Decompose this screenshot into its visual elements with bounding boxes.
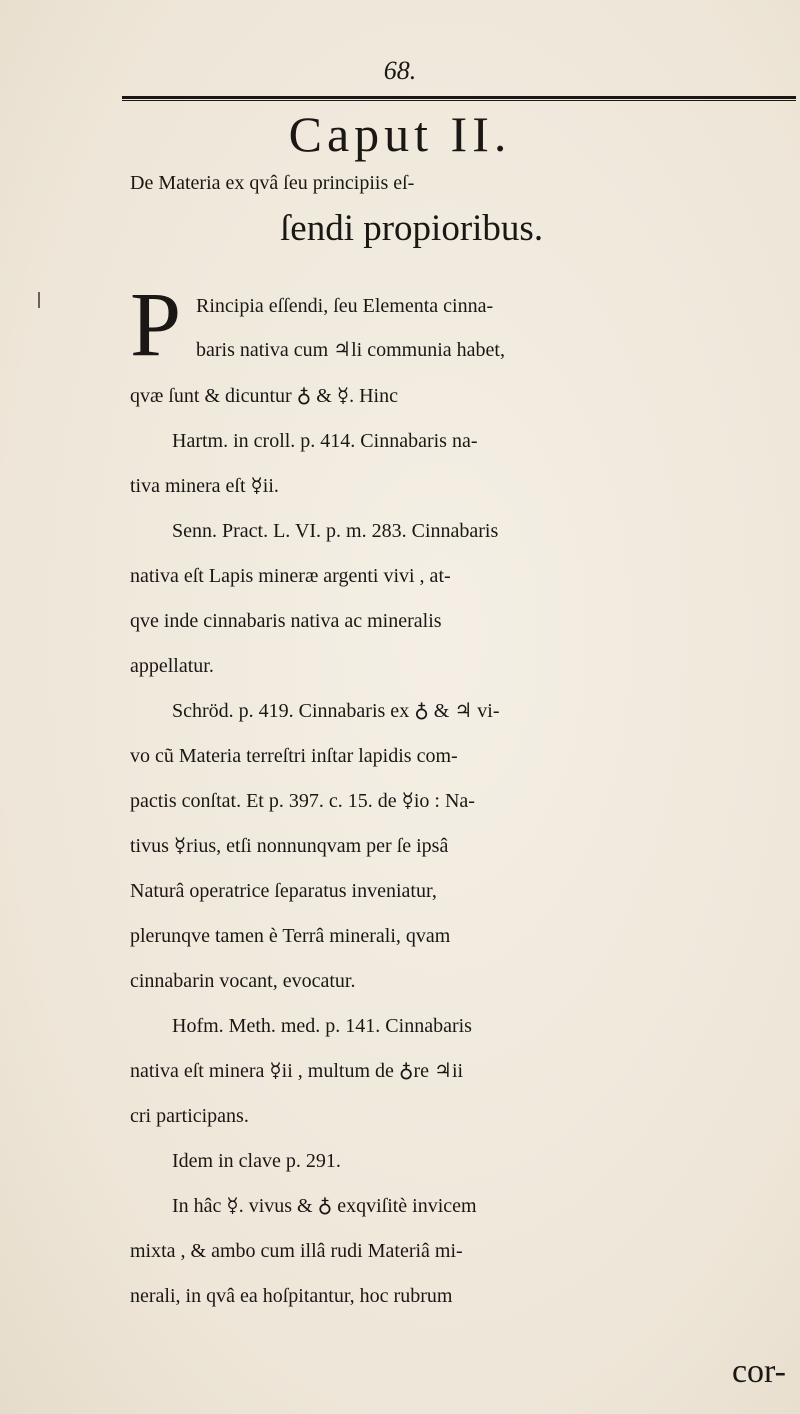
text-line: Naturâ operatrice ſeparatus inveniatur,: [130, 880, 437, 902]
text-line: tivus ☿rius, etſi nonnunqvam per ſe ipsâ: [130, 835, 449, 857]
text-line: vo cũ Materia terreſtri inſtar lapidis com-: [130, 745, 458, 767]
text-line: plerunqve tamen è Terrâ minerali, qvam: [130, 925, 451, 947]
drop-cap: P: [130, 273, 182, 375]
catchword: cor-: [731, 1353, 786, 1390]
text-line: Senn. Pract. L. VI. p. m. 283. Cinnabaris: [172, 520, 499, 542]
chapter-title: Caput II.: [288, 106, 512, 162]
text-line: Hartm. in croll. p. 414. Cinnabaris na-: [172, 430, 478, 452]
text-line: baris nativa cum ♃li communia habet,: [196, 339, 505, 361]
text-line: nerali, in qvâ ea hoſpitantur, hoc rubrum: [130, 1285, 453, 1307]
text-line: nativa eſt Lapis mineræ argenti vivi , at-: [130, 565, 451, 587]
ink-mark: [38, 292, 40, 308]
chapter-heading-line-2: ſendi propioribus.: [280, 208, 544, 249]
text-line: Rincipia eſſendi, ſeu Elementa cinna-: [196, 295, 494, 317]
text-line: qvæ ſunt & dicuntur ♁ & ☿. Hinc: [130, 385, 398, 407]
chapter-heading-line-1: De Materia ex qvâ ſeu principiis eſ-: [130, 172, 415, 194]
text-line: appellatur.: [130, 655, 214, 677]
text-line: qve inde cinnabaris nativa ac mineralis: [130, 610, 442, 632]
page-number: 68.: [383, 56, 417, 85]
text-line: nativa eſt minera ☿ii , multum de ♁re ♃ii: [130, 1060, 464, 1082]
text-line: pactis conſtat. Et p. 397. c. 15. de ☿io : Na-: [130, 790, 475, 812]
text-line: cinnabarin vocant, evocatur.: [130, 970, 356, 992]
text-line: Idem in clave p. 291.: [172, 1150, 341, 1172]
text-line: tiva minera eſt ☿ii.: [130, 475, 279, 497]
text-line: Hofm. Meth. med. p. 141. Cinnabaris: [172, 1015, 472, 1037]
text-line: mixta , & ambo cum illâ rudi Materiâ mi-: [130, 1240, 463, 1262]
header-rule: [122, 96, 796, 102]
text-line: In hâc ☿. vivus & ♁ exqviſitè invicem: [172, 1195, 477, 1217]
text-line: cri participans.: [130, 1105, 249, 1127]
text-line: Schröd. p. 419. Cinnabaris ex ♁ & ♃ vi-: [172, 700, 500, 722]
